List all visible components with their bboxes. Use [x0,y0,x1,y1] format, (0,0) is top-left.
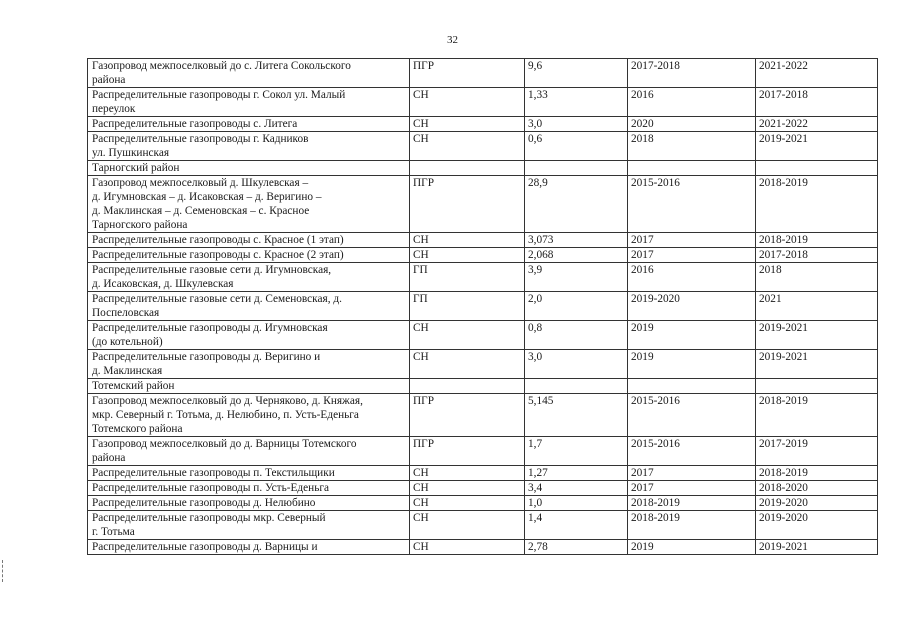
pressure-type-cell: СН [410,88,525,117]
object-name-cell: Тотемский район [88,379,410,394]
pressure-type-cell: ПГР [410,394,525,437]
length-cell: 0,8 [525,321,628,350]
construction-years-cell: 2021-2022 [756,117,878,132]
construction-years-cell: 2018 [756,263,878,292]
table-row [88,496,878,511]
pressure-type-cell: СН [410,233,525,248]
table-row [88,132,878,161]
design-years-cell: 2018-2019 [628,496,756,511]
pressure-type-cell: ГП [410,263,525,292]
design-years-cell: 2017-2018 [628,59,756,88]
object-name-cell: Газопровод межпоселковый до с. Литега Сокольского района [88,59,410,88]
construction-years-cell: 2019-2020 [756,511,878,540]
construction-years-cell: 2017-2019 [756,437,878,466]
length-cell: 5,145 [525,394,628,437]
construction-years-cell: 2019-2020 [756,496,878,511]
construction-years-cell: 2018-2019 [756,233,878,248]
design-years-cell: 2015-2016 [628,176,756,233]
object-name-cell: Распределительные газопроводы мкр. Северный г. Тотьма [88,511,410,540]
object-name-cell: Распределительные газопроводы с. Красное (1 этап) [88,233,410,248]
object-name-cell: Тарногский район [88,161,410,176]
pressure-type-cell: СН [410,511,525,540]
pressure-type-cell: ПГР [410,437,525,466]
margin-mark [2,560,7,582]
table-row [88,350,878,379]
object-name-cell: Распределительные газопроводы с. Красное (2 этап) [88,248,410,263]
pressure-type-cell [410,379,525,394]
pressure-type-cell: СН [410,481,525,496]
object-name-cell: Распределительные газовые сети д. Семеновская, д. Поспеловская [88,292,410,321]
design-years-cell: 2017 [628,481,756,496]
object-name-cell: Распределительные газопроводы г. Сокол ул. Малый переулок [88,88,410,117]
length-cell: 1,33 [525,88,628,117]
construction-years-cell: 2018-2020 [756,481,878,496]
table-row [88,437,878,466]
construction-years-cell: 2017-2018 [756,88,878,117]
pressure-type-cell: СН [410,117,525,132]
design-years-cell: 2018-2019 [628,511,756,540]
pressure-type-cell: СН [410,496,525,511]
object-name-cell: Распределительные газопроводы п. Усть-Еденьга [88,481,410,496]
construction-years-cell: 2018-2019 [756,176,878,233]
length-cell: 3,0 [525,350,628,379]
construction-years-cell: 2019-2021 [756,350,878,379]
length-cell: 3,4 [525,481,628,496]
table-row [88,466,878,481]
design-years-cell [628,379,756,394]
table-row [88,248,878,263]
pressure-type-cell: СН [410,350,525,379]
length-cell: 1,7 [525,437,628,466]
object-name-cell: Распределительные газопроводы д. Варницы и [88,540,410,555]
pressure-type-cell: ПГР [410,176,525,233]
design-years-cell: 2020 [628,117,756,132]
construction-years-cell: 2019-2021 [756,321,878,350]
length-cell: 9,6 [525,59,628,88]
construction-years-cell: 2018-2019 [756,394,878,437]
design-years-cell: 2019 [628,350,756,379]
length-cell: 2,78 [525,540,628,555]
page-number: 32 [447,34,458,46]
design-years-cell: 2019-2020 [628,292,756,321]
construction-years-cell: 2021-2022 [756,59,878,88]
object-name-cell: Газопровод межпоселковый до д. Варницы Тотемского района [88,437,410,466]
table-row [88,88,878,117]
construction-years-cell: 2018-2019 [756,466,878,481]
construction-years-cell: 2021 [756,292,878,321]
construction-years-cell: 2019-2021 [756,132,878,161]
object-name-cell: Распределительные газопроводы п. Текстильщики [88,466,410,481]
table-row [88,321,878,350]
length-cell [525,379,628,394]
length-cell: 2,068 [525,248,628,263]
construction-years-cell: 2019-2021 [756,540,878,555]
construction-years-cell: 2017-2018 [756,248,878,263]
design-years-cell: 2017 [628,248,756,263]
length-cell: 3,073 [525,233,628,248]
object-name-cell: Распределительные газопроводы д. Веригино и д. Маклинская [88,350,410,379]
design-years-cell: 2017 [628,466,756,481]
pressure-type-cell: СН [410,321,525,350]
pressure-type-cell: СН [410,466,525,481]
pressure-type-cell: СН [410,132,525,161]
table-row [88,176,878,233]
construction-years-cell [756,379,878,394]
table-row [88,379,878,394]
design-years-cell: 2019 [628,540,756,555]
table-row [88,481,878,496]
design-years-cell: 2016 [628,263,756,292]
length-cell [525,161,628,176]
design-years-cell: 2017 [628,233,756,248]
table-body [88,59,878,555]
pressure-type-cell: ГП [410,292,525,321]
construction-years-cell [756,161,878,176]
table-row [88,540,878,555]
table-row [88,394,878,437]
table-row [88,233,878,248]
length-cell: 3,9 [525,263,628,292]
table-row [88,59,878,88]
object-name-cell: Газопровод межпоселковый до д. Черняково, д. Княжая, мкр. Северный г. Тотьма, д. Нелюбино, п. Усть-Еденьга Тотемского района [88,394,410,437]
pressure-type-cell: СН [410,248,525,263]
length-cell: 2,0 [525,292,628,321]
design-years-cell: 2015-2016 [628,394,756,437]
table-row [88,161,878,176]
design-years-cell: 2019 [628,321,756,350]
pressure-type-cell [410,161,525,176]
object-name-cell: Газопровод межпоселковый д. Шкулевская – д. Игумновская – д. Исаковская – д. Веригино – д. Маклинская – д. Семеновская – с. Красное Тарногского района [88,176,410,233]
design-years-cell: 2015-2016 [628,437,756,466]
length-cell: 28,9 [525,176,628,233]
gas-pipeline-table [87,58,878,555]
length-cell: 0,6 [525,132,628,161]
table-row [88,511,878,540]
object-name-cell: Распределительные газопроводы с. Литега [88,117,410,132]
pressure-type-cell: ПГР [410,59,525,88]
object-name-cell: Распределительные газовые сети д. Игумновская, д. Исаковская, д. Шкулевская [88,263,410,292]
length-cell: 1,0 [525,496,628,511]
object-name-cell: Распределительные газопроводы д. Игумновская (до котельной) [88,321,410,350]
length-cell: 1,4 [525,511,628,540]
design-years-cell [628,161,756,176]
object-name-cell: Распределительные газопроводы г. Кадников ул. Пушкинская [88,132,410,161]
pressure-type-cell: СН [410,540,525,555]
design-years-cell: 2016 [628,88,756,117]
length-cell: 1,27 [525,466,628,481]
table-row [88,292,878,321]
table-row [88,117,878,132]
design-years-cell: 2018 [628,132,756,161]
table-row [88,263,878,292]
length-cell: 3,0 [525,117,628,132]
object-name-cell: Распределительные газопроводы д. Нелюбино [88,496,410,511]
